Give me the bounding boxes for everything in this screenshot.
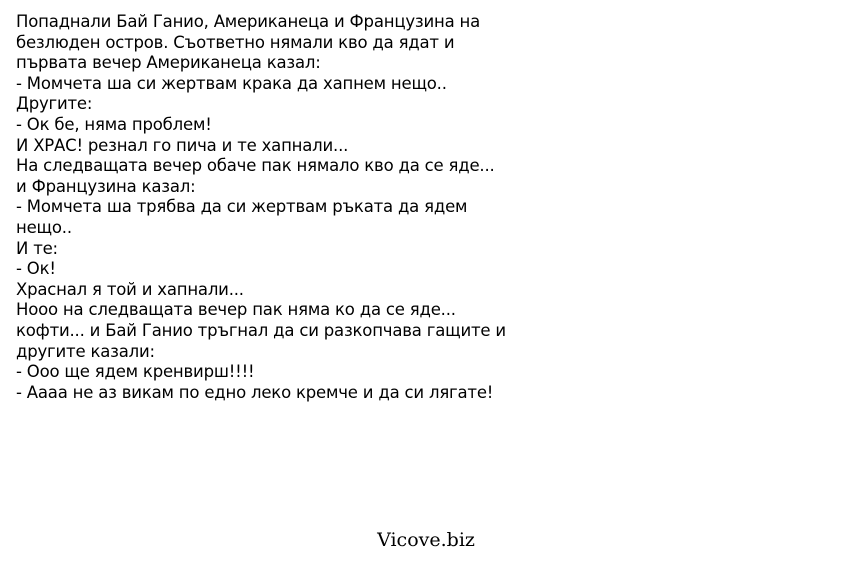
joke-line: - Момчета ша си жертвам крака да хапнем нещо.. (16, 73, 447, 93)
joke-line: първата вечер Американеца казал: (16, 53, 321, 73)
site-watermark: Vicove.biz (377, 529, 475, 551)
joke-line: - Момчета ша трябва да си жертвам ръката да ядем (16, 197, 468, 217)
joke-line: - Аааа не аз викам по едно леко кремче и да си лягате! (16, 382, 494, 402)
joke-line: кофти... и Бай Ганио тръгнал да си разкопчава гащите и (16, 320, 506, 340)
joke-line: нещо.. (16, 217, 72, 237)
joke-line: - Ооо ще ядем кренвирш!!!! (16, 362, 255, 382)
joke-line: Храснал я той и хапнали... (16, 279, 244, 299)
joke-line: Другите: (16, 94, 93, 114)
joke-line: На следващата вечер обаче пак нямало кво да се яде... (16, 156, 495, 176)
joke-line: другите казали: (16, 341, 155, 361)
joke-line: безлюден остров. Съответно нямали кво да ядат и (16, 32, 455, 52)
joke-line: и Французина казал: (16, 176, 196, 196)
joke-line: - Ок бе, няма проблем! (16, 114, 212, 134)
joke-text (16, 12, 616, 403)
joke-line: И ХРАС! резнал го пича и те хапнали... (16, 135, 349, 155)
joke-line: И те: (16, 238, 58, 258)
joke-line: - Ок! (16, 259, 56, 279)
joke-line: Попаднали Бай Ганио, Американеца и Французина на (16, 12, 481, 31)
joke-line: Нооо на следващата вечер пак няма ко да се яде... (16, 300, 456, 320)
